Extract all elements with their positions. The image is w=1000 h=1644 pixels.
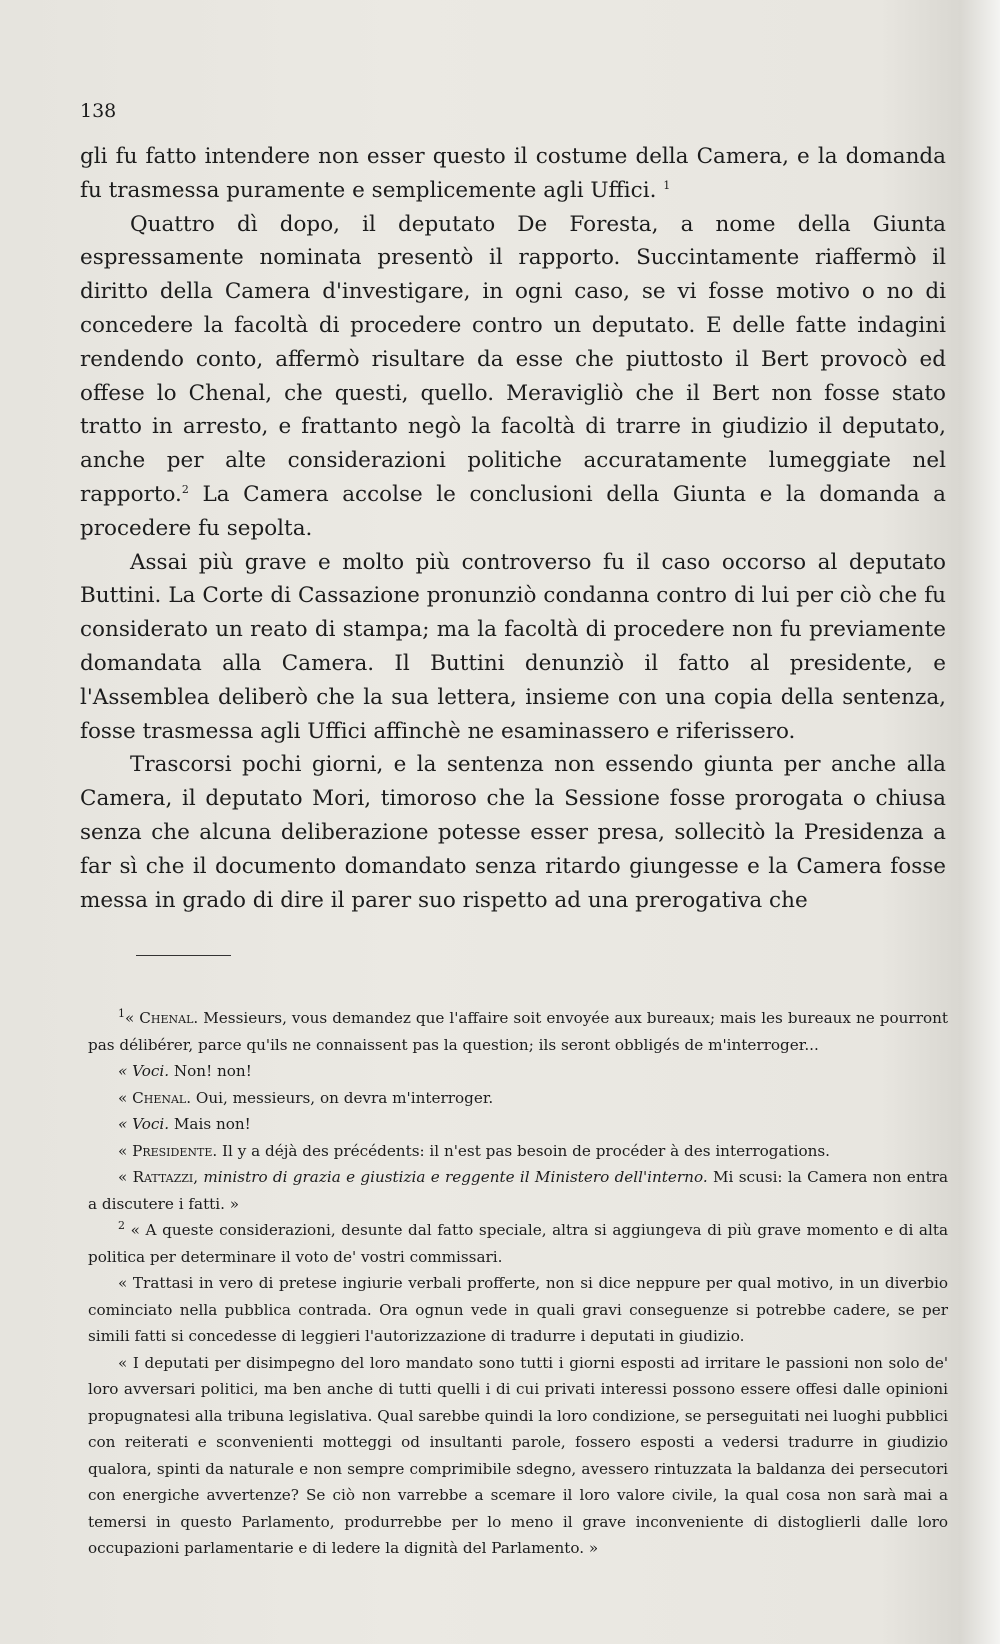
paragraph-text: Trascorsi pochi giorni, e la sentenza non essendo giunta per anche alla Camera, il deputato Mori, timoroso che la Sessione fosse prorogata o chiusa senza che alcuna deliberazione potesse esser presa, sollecitò la Presidenza a far sì che il documento domandato senza ritardo giungesse e la Camera fosse messa in grado di dire il parer suo rispetto ad una prerogativa che <box>80 752 946 913</box>
footnote <box>88 1005 948 1058</box>
speaker-role: ministro di grazia e giustizia e reggente il Ministero dell'interno. <box>198 1168 708 1186</box>
footnote-text: Oui, messieurs, on devra m'interroger. <box>191 1088 494 1107</box>
footnote-divider <box>136 955 231 956</box>
paragraph <box>80 140 946 208</box>
footnote-ref: 1 <box>663 178 671 192</box>
paragraph-text: La Camera accolse le conclusioni della Giunta e la domanda a procedere fu sepolta. <box>80 481 946 541</box>
speaker: « Presidente. <box>118 1141 218 1160</box>
footnote-text: Il y a déjà des précédents: il n'est pas besoin de procéder à des interrogations. <box>217 1141 831 1160</box>
footnote-text: Non! non! <box>169 1062 252 1080</box>
paragraph <box>80 748 946 917</box>
footnote <box>88 1350 948 1562</box>
paragraph-text: gli fu fatto intendere non esser questo il costume della Camera, e la domanda fu trasmessa puramente e semplicemente agli Uffici. <box>80 144 946 203</box>
footnote-text: Messieurs, vous demandez que l'affaire soit envoyée aux bureaux; mais les bureaux ne pourront pas délibérer, parce qu'ils ne connaissent pas la question; ils seront obbligés de m'interroger... <box>88 1009 948 1054</box>
paragraph-text: Quattro dì dopo, il deputato De Foresta, a nome della Giunta espressamente nominata presentò il rapporto. Succintamente riaffermò il diritto della Camera d'investigare, in ogni caso, se vi fosse motivo o no di concedere la facoltà di procedere contro un deputato. E delle fatte indagini rendendo conto, affermò risultare da esse che piuttosto il Bert provocò ed offese lo Chenal, che questi, quello. Meravigliò che il Bert non fosse stato tratto in arresto, e frattanto negò la facoltà di trarre in giudizio il deputato, anche per alte considerazioni politiche accuratamente lumeggiate nel rapporto. <box>80 211 946 507</box>
paragraph <box>80 208 946 546</box>
footnote <box>88 1058 948 1085</box>
footnote-text: Mi scusi: la Camera non entra a discutere i fatti. » <box>88 1168 948 1213</box>
footnote-text: « Trattasi in vero di pretese ingiurie verbali profferte, non si dice neppure per qual motivo, in un diverbio cominciato nella pubblica contrada. Ora ognun vede in quali gravi conseguenze si potrebbe cadere, se per simili fatti si concedesse di leggieri l'autorizzazione di tradurre i deputati in giudizio. <box>88 1274 948 1345</box>
main-text <box>80 140 946 917</box>
footnote <box>88 1217 948 1270</box>
speaker: « Rattazzi, <box>118 1168 199 1186</box>
speaker: « Chenal. <box>125 1009 199 1027</box>
footnote-label: 1 <box>118 1006 125 1020</box>
speaker: « Voci. <box>118 1062 170 1080</box>
footnote <box>88 1164 948 1217</box>
footnote-ref: 2 <box>181 482 189 496</box>
page-number: 138 <box>80 100 117 122</box>
footnote-text: « A queste considerazioni, desunte dal fatto speciale, altra si aggiungeva di più grave momento e di alta politica per determinare il voto de' vostri commissari. <box>88 1221 949 1266</box>
speaker: « Chenal. <box>118 1088 192 1107</box>
footnote <box>88 1085 948 1112</box>
paragraph <box>80 546 946 749</box>
footnote <box>88 1270 948 1350</box>
footnote <box>88 1138 948 1165</box>
speaker: « Voci. <box>118 1115 170 1133</box>
footnote-label: 2 <box>118 1218 125 1232</box>
footnote-text: « I deputati per disimpegno del loro mandato sono tutti i giorni esposti ad irritare le passioni non solo de' loro avversari politici, ma ben anche di tutti quelli i di cui privati interessi possono essere offesi dalle opinioni propugnatesi alla tribuna legislativa. Qual sarebbe quindi la loro condizione, se perseguitati nei luoghi pubblici con reiterati e sconvenienti motteggi od insultanti parole, fossero esposti a vedersi tradurre in giudizio qualora, spinti da naturale e non sempre comprimibile sdegno, avessero rintuzzata la baldanza dei persecutori con energiche avvertenze? Se ciò non varrebbe a scemare il loro valore civile, la qual cosa non sarà mai a temersi in questo Parlamento, produrrebbe per lo meno il grave inconveniente di distoglierli dalle loro occupazioni parlamentarie e di ledere la dignità del Parlamento. » <box>88 1353 948 1557</box>
footnotes <box>88 1005 948 1562</box>
paragraph-text: Assai più grave e molto più controverso fu il caso occorso al deputato Buttini. La Corte di Cassazione pronunziò condanna contro di lui per ciò che fu considerato un reato di stampa; ma la facoltà di procedere non fu previamente domandata alla Camera. Il Buttini denunziò il fatto al presidente, e l'Assemblea deliberò che la sua lettera, insieme con una copia della sentenza, fosse trasmessa agli Uffici affinchè ne esaminassero e riferissero. <box>80 549 946 744</box>
footnote <box>88 1111 948 1138</box>
footnote-text: Mais non! <box>169 1115 251 1133</box>
